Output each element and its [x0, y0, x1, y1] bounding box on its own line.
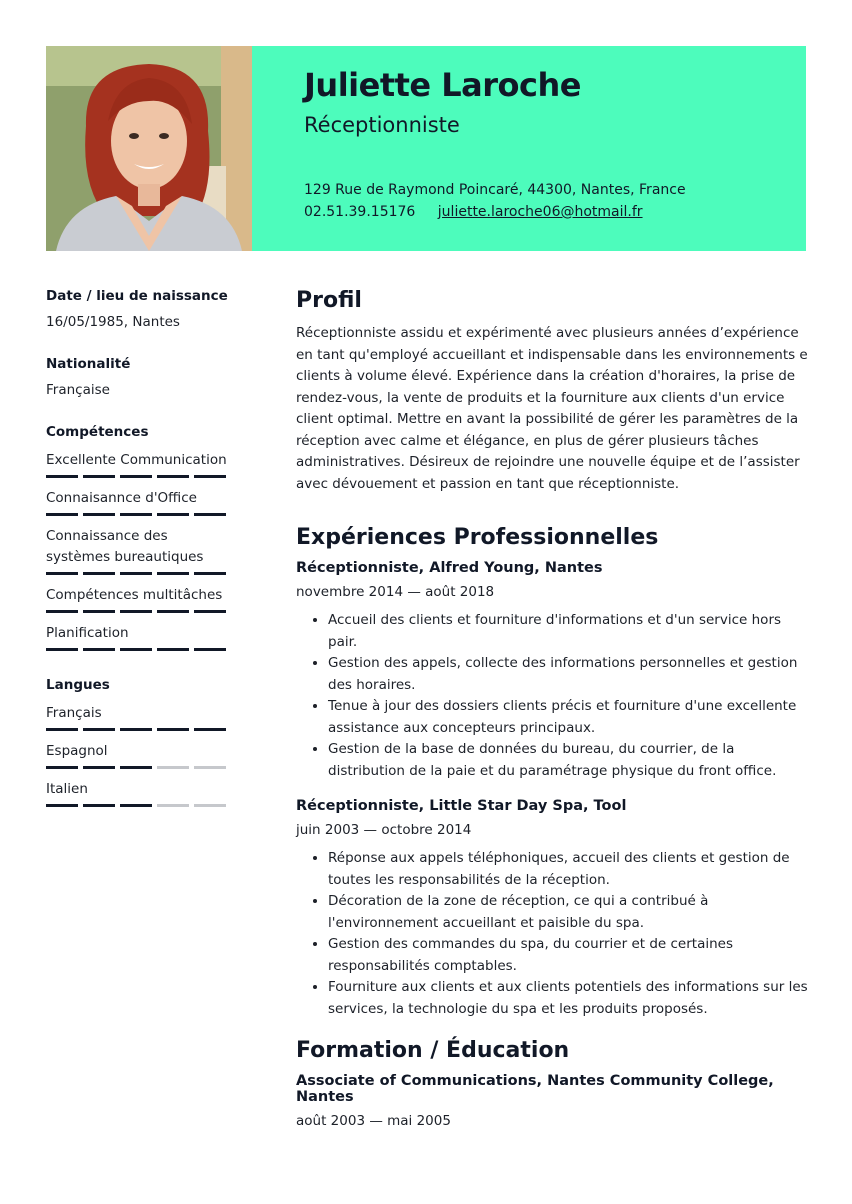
- skill-item: [46, 623, 236, 651]
- jobs-list: [296, 560, 808, 1020]
- language-name: Français: [46, 705, 102, 721]
- birth-info: [46, 288, 236, 330]
- skill-level-segment: [120, 572, 152, 575]
- skill-level-bars: [46, 475, 236, 478]
- language-item: [46, 779, 236, 807]
- languages-section: [46, 677, 236, 807]
- nationality-value: Française: [46, 382, 110, 398]
- skill-level-segment: [157, 513, 189, 516]
- skill-level-segment: [157, 648, 189, 651]
- skill-level-segment: [120, 610, 152, 613]
- language-level-segment: [83, 804, 115, 807]
- language-level-segment: [157, 804, 189, 807]
- job-title: Réceptionniste: [304, 113, 460, 137]
- experience-section: [296, 525, 808, 1020]
- job-bullet: • Gestion des commandes du spa, du courrier et de certaines responsabilités comptables.: [328, 934, 808, 977]
- skill-level-segment: [120, 648, 152, 651]
- email-link[interactable]: juliette.laroche06@hotmail.fr: [437, 204, 643, 220]
- skill-name: Connaissance des systèmes bureautiques: [46, 528, 204, 565]
- birth-label: Date / lieu de naissance: [46, 288, 228, 304]
- skill-level-segment: [46, 610, 78, 613]
- language-level-segment: [120, 766, 152, 769]
- language-level-segment: [46, 728, 78, 731]
- profile-photo: [46, 46, 252, 251]
- skill-item: [46, 526, 236, 575]
- language-level-segment: [120, 728, 152, 731]
- birth-value: 16/05/1985, Nantes: [46, 314, 180, 330]
- skills-section: [46, 424, 236, 651]
- job-bullet: • Réponse aux appels téléphoniques, accueil des clients et gestion de toutes les responsabilités de la réception.: [328, 848, 808, 891]
- language-level-bars: [46, 728, 236, 731]
- language-level-segment: [83, 728, 115, 731]
- skill-level-segment: [83, 648, 115, 651]
- profile-text: Réceptionniste assidu et expérimenté avec plusieurs années d’expérience en tant qu'employé accueillant et indispensable dans les environnements e clients à volume élevé. Expérience dans la création d'horaires, la prise de rendez-vous, la vente de produits et la fourniture aux clients d'un ervice client optimal. Mettre en avant la possibilité de gérer les paramètres de la réception avec calme et élégance, en plus de gérer plusieurs tâches administratives. Désireux de rejoindre une nouvelle équipe et de l’assister avec dévouement et passion en tant que réceptionniste.: [296, 325, 808, 492]
- skill-name: Planification: [46, 625, 129, 641]
- skill-level-segment: [194, 513, 226, 516]
- skill-level-bars: [46, 648, 236, 651]
- skill-level-segment: [83, 572, 115, 575]
- job-heading: Réceptionniste, Alfred Young, Nantes: [296, 560, 603, 576]
- language-level-segment: [157, 728, 189, 731]
- language-level-segment: [120, 804, 152, 807]
- header-banner: [252, 46, 806, 251]
- skill-level-bars: [46, 513, 236, 516]
- degree: Associate of Communications, Nantes Community College, Nantes: [296, 1073, 774, 1105]
- language-level-segment: [83, 766, 115, 769]
- skill-level-segment: [194, 572, 226, 575]
- skill-name: Connaisannce d'Office: [46, 490, 197, 506]
- education-dates: août 2003 — mai 2005: [296, 1113, 451, 1129]
- skill-level-segment: [120, 475, 152, 478]
- profile-heading: Profil: [296, 288, 362, 313]
- skill-level-bars: [46, 610, 236, 613]
- main-content: [296, 288, 808, 1159]
- language-level-segment: [194, 804, 226, 807]
- sidebar: [46, 288, 236, 833]
- language-level-bars: [46, 766, 236, 769]
- skill-level-bars: [46, 572, 236, 575]
- skill-item: [46, 585, 236, 613]
- skill-level-segment: [120, 513, 152, 516]
- skill-level-segment: [83, 513, 115, 516]
- skill-name: Compétences multitâches: [46, 587, 223, 603]
- skill-level-segment: [46, 475, 78, 478]
- phone: 02.51.39.15176: [304, 204, 416, 220]
- candidate-name: Juliette Laroche: [304, 66, 581, 104]
- language-level-segment: [46, 804, 78, 807]
- nationality-label: Nationalité: [46, 356, 131, 372]
- experience-heading: Expériences Professionnelles: [296, 525, 659, 550]
- skill-level-segment: [46, 648, 78, 651]
- languages-list: [46, 703, 236, 807]
- language-name: Espagnol: [46, 743, 108, 759]
- contact-line: [304, 204, 643, 220]
- job-bullet: • Accueil des clients et fourniture d'informations et d'un service hors pair.: [328, 610, 808, 653]
- job-bullet: • Gestion des appels, collecte des informations personnelles et gestion des horaires.: [328, 653, 808, 696]
- job-bullet: • Gestion de la base de données du bureau, du courrier, de la distribution de la paie et du paramétrage physique du front office.: [328, 739, 808, 782]
- skill-level-segment: [83, 610, 115, 613]
- job-dates: novembre 2014 — août 2018: [296, 584, 495, 600]
- job-bullet: • Décoration de la zone de réception, ce qui a contribué à l'environnement accueillant et paisible du spa.: [328, 891, 808, 934]
- skills-label: Compétences: [46, 424, 149, 440]
- language-name: Italien: [46, 781, 88, 797]
- language-level-segment: [194, 728, 226, 731]
- language-level-segment: [194, 766, 226, 769]
- profile-section: [296, 288, 808, 495]
- resume-header: [46, 46, 806, 251]
- skill-level-segment: [46, 513, 78, 516]
- language-level-bars: [46, 804, 236, 807]
- skill-level-segment: [157, 610, 189, 613]
- skill-level-segment: [83, 475, 115, 478]
- job-dates: juin 2003 — octobre 2014: [296, 822, 472, 838]
- skill-level-segment: [46, 572, 78, 575]
- job-bullet: • Tenue à jour des dossiers clients précis et fourniture d'une excellente assistance aux concepteurs principaux.: [328, 696, 808, 739]
- language-level-segment: [46, 766, 78, 769]
- job-bullets: [296, 610, 808, 782]
- languages-label: Langues: [46, 677, 110, 693]
- skill-name: Excellente Communication: [46, 452, 227, 468]
- skill-level-segment: [194, 648, 226, 651]
- job-bullet: • Fourniture aux clients et aux clients potentiels des informations sur les services, la technologie du spa et les produits proposés.: [328, 977, 808, 1020]
- address: 129 Rue de Raymond Poincaré, 44300, Nantes, France: [304, 182, 686, 198]
- skills-list: [46, 450, 236, 651]
- job-bullets: [296, 848, 808, 1020]
- language-item: [46, 703, 236, 731]
- language-level-segment: [157, 766, 189, 769]
- nationality-info: [46, 356, 236, 398]
- skill-item: [46, 450, 236, 478]
- education-section: [296, 1038, 808, 1129]
- education-heading: Formation / Éducation: [296, 1038, 570, 1063]
- job-heading: Réceptionniste, Little Star Day Spa, Tool: [296, 798, 627, 814]
- skill-level-segment: [194, 475, 226, 478]
- skill-level-segment: [157, 475, 189, 478]
- skill-level-segment: [157, 572, 189, 575]
- language-item: [46, 741, 236, 769]
- skill-level-segment: [194, 610, 226, 613]
- skill-item: [46, 488, 236, 516]
